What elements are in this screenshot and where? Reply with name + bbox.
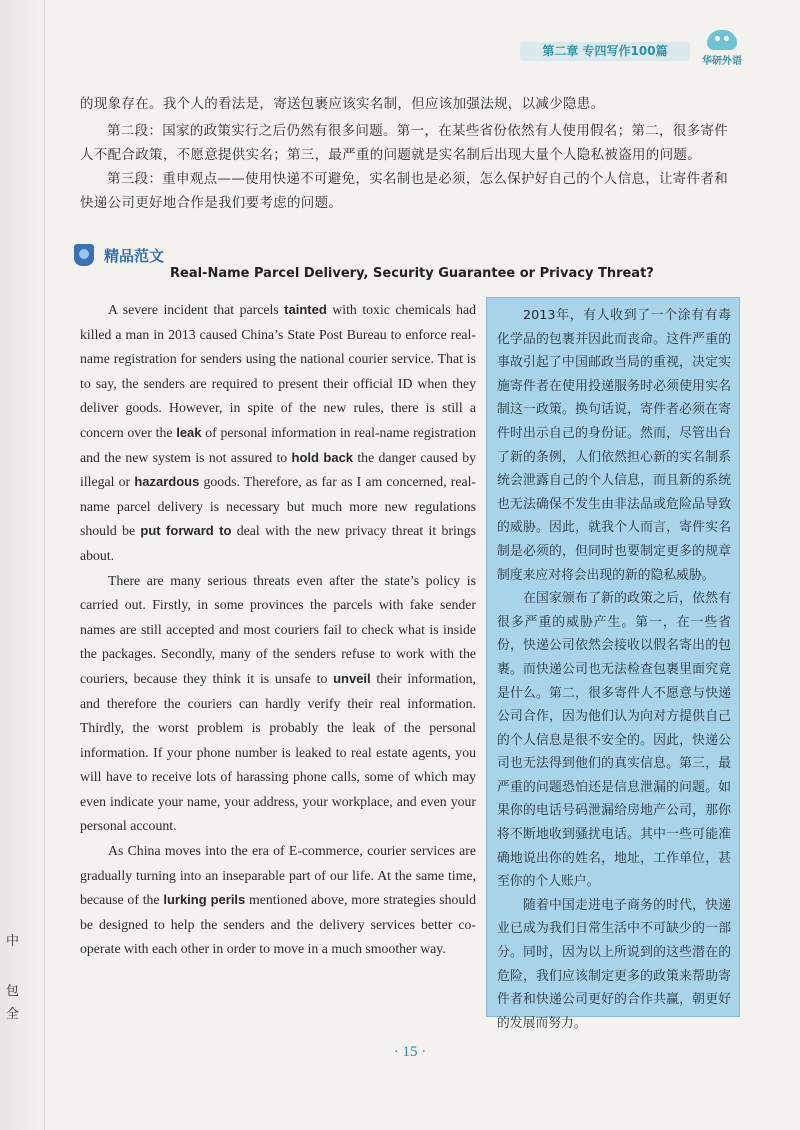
keyword: unveil: [333, 670, 371, 686]
essay-paragraph-2: There are many serious threats even after the state’s policy is carried out. Firstly, in some provinces the parcels with fake sender names are still accepted and most couriers fail to check what is inside the packages. Secondly, many of the senders refuse to work with the couriers, because they think it is unsafe to unveil their information, and therefore the couriers can hardly verify their real information. Thirdly, the worst problem is probably the leak of the personal information. If your phone number is leaked to real estate agents, you will have to receive lots of harassing phone calls, some of which may even indicate your name, your address, your workplace, and even your personal account.: [80, 572, 476, 834]
essay-title: Real-Name Parcel Delivery, Security Guarantee or Privacy Threat?: [170, 266, 654, 281]
essay-body: [80, 298, 476, 962]
intro-paragraph-1: 的现象存在。我个人的看法是，寄送包裹应该实名制，但应该加强法规，以减少隐患。: [80, 96, 605, 112]
intro-paragraph-3: 第三段：重申观点——使用快递不可避免，实名制也是必须，怎么保护好自己的个人信息，让寄件者和快递公司更好地合作是我们要考虑的问题。: [80, 171, 728, 211]
section-heading: [74, 242, 164, 268]
bookmark-icon: [74, 244, 94, 266]
keyword: hazardous: [134, 474, 200, 490]
keyword: hold back: [291, 449, 354, 465]
keyword: tainted: [284, 302, 327, 317]
keyword: leak: [176, 424, 202, 440]
translation-box: [486, 297, 740, 1031]
page-gutter-shadow: [0, 0, 46, 1130]
essay-paragraph-3: As China moves into the era of E-commerce, courier services are gradually turning into an inseparable part of our life. At the same time, because of the lurking perils mentioned above, more strategies should be designed to help the senders and the delivery services better co-operate with each other in order to move in a much smoother way.: [80, 843, 477, 957]
page-spine: [44, 0, 45, 1130]
keyword: lurking perils: [163, 892, 246, 908]
section-title: 精品范文: [104, 246, 165, 265]
intro-paragraph-2: 第二段：国家的政策实行之后仍然有很多问题。第一，在某些省份依然有人使用假名；第二，很多寄件人不配合政策，不愿意提供实名；第三，最严重的问题就是实名制后出现大量个人隐私被盗用的问题。: [80, 123, 728, 163]
translation-paragraph-3: 随着中国走进电子商务的时代，快递业已成为我们日常生活中不可缺少的一部分。同时，因为以上所说到的这些潜在的危险，我们应该制定更多的政策来帮助寄件者和快递公司更好的合作共赢，朝更好的发展而努力。: [497, 897, 731, 1031]
margin-text: 全: [6, 1007, 20, 1022]
publisher-logo: [694, 30, 750, 68]
translation-paragraph-1: 2013年，有人收到了一个涂有有毒化学品的包裹并因此而丧命。这件严重的事故引起了中国邮政当局的重视，决定实施寄件者在使用投递服务时必须使用实名制这一政策。换句话说，寄件者必须在寄件时出示自己的身份证。然而，尽管出台了新的条例，人们依然担心新的实名制系统会泄露自己的个人信息，而且新的系统也无法确保不发生由非法品或危险品导致的威胁。因此，就我个人而言，寄件实名制是必须的，但同时也要制定更多的规章制度来应对将会出现的新的隐私威胁。: [497, 308, 731, 583]
essay-paragraph-1: A severe incident that parcels tainted with toxic chemicals had killed a man in 2013 caused China’s State Post Bureau to enforce real-name registration for senders using the national courier service. That is to say, the senders are required to present their official ID when they deliver goods. However, in spite of the new rules, there is still a concern over the leak of personal information in real-name registration and the new system is not assured to hold back the danger caused by illegal or hazardous goods. Therefore, as far as I am concerned, real-name parcel delivery is necessary but much more new regulations should be put forward to deal with the new privacy threat it brings about.: [80, 302, 477, 563]
page-number: · 15 ·: [393, 1044, 427, 1060]
publisher-logo-text: 华研外语: [702, 56, 742, 67]
keyword: put forward to: [140, 523, 232, 539]
chapter-header: 第二章 专四写作100篇: [520, 42, 690, 61]
translation-paragraph-2: 在国家颁布了新的政策之后，依然有很多严重的威胁产生。第一，在一些省份，快递公司依然会接收以假名寄出的包裹。而快递公司也无法检查包裹里面究竟是什么。第二，很多寄件人不愿意与快递公司合作，因为他们认为向对方提供自己的个人信息是很不安全的。因此，快递公司也无法得到他们的真实信息。第三，最严重的问题恐怕还是信息泄漏的问题。如果你的电话号码泄漏给房地产公司，那你将不断地收到骚扰电话。其中一些可能准确地说出你的姓名，地址，工作单位，甚至你的个人账户。: [497, 591, 731, 890]
margin-text: 包: [6, 984, 20, 999]
publisher-logo-icon: [707, 30, 737, 50]
margin-text: 中: [6, 934, 20, 949]
